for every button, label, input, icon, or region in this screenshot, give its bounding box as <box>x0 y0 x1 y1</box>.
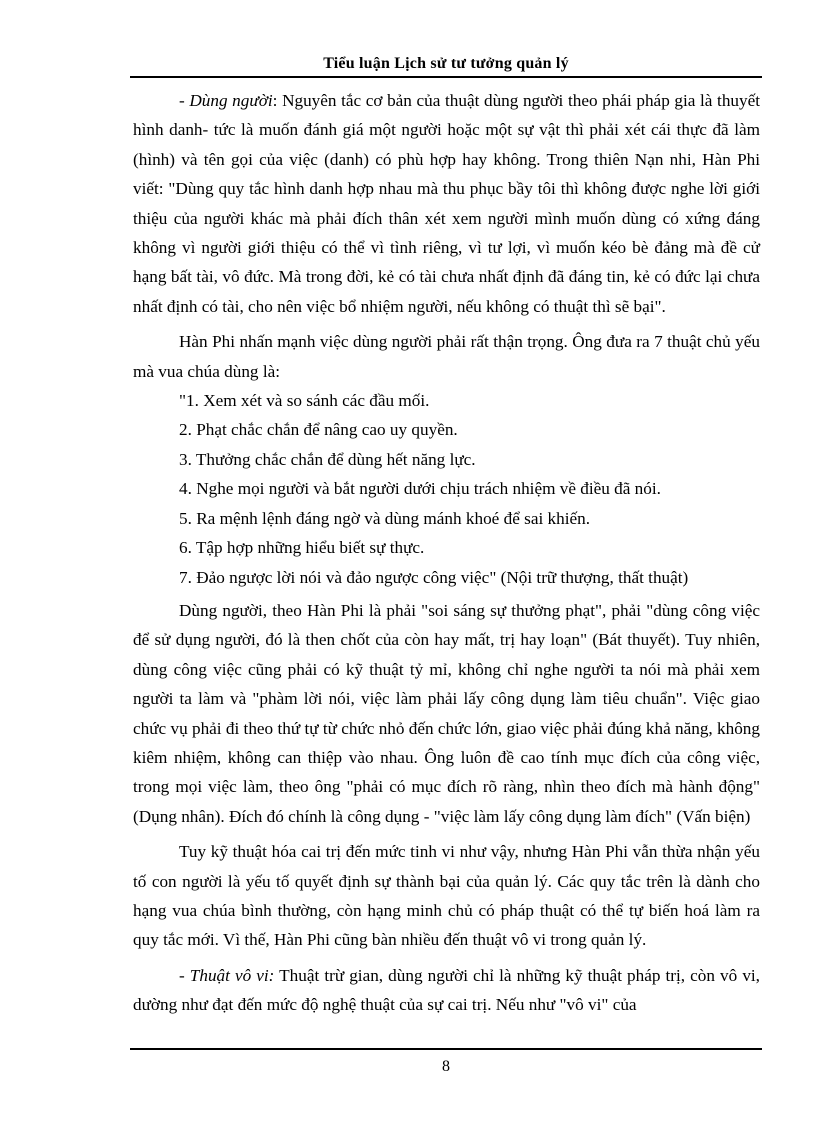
paragraph-lead-italic: - Dùng người <box>179 91 273 110</box>
list-item: 3. Thưởng chắc chắn để dùng hết năng lực. <box>179 449 476 469</box>
header-rule <box>130 76 762 78</box>
list-item: "1. Xem xét và so sánh các đầu mối. <box>179 391 430 411</box>
paragraph-thuong-phat: Dùng người, theo Hàn Phi là phải "soi sáng sự thưởng phạt", phải "dùng công việc để sử dụng người, đó là then chốt của còn hay mất, trị hay loạn" (Bát thuyết). Tuy nhiên, dùng công việc cũng phải có kỹ thuật tỷ mỉ, không chỉ nghe người ta nói mà phải xem người ta làm và "phàm lời nói, việc làm phải lấy công dụng làm tiêu chuẩn". Việc giao chức vụ phải đi theo thứ tự từ chức nhỏ đến chức lớn, giao việc phải đúng khả năng, không kiêm nhiệm, không can thiệp vào nhau. Ông luôn đề cao tính mục đích của công việc, trong mọi việc làm, theo ông "phải có mục đích rõ ràng, nhìn theo đích mà hành động" (Dụng nhân). Đích đó chính là công dụng - "việc làm lấy công dụng làm đích" (Vấn biện) <box>133 600 760 826</box>
paragraph-lead-italic: - Thuật vô vi: <box>179 965 275 985</box>
list-item: 5. Ra mệnh lệnh đáng ngờ và dùng mánh khoé để sai khiến. <box>179 508 590 528</box>
list-item: 4. Nghe mọi người và bắt người dưới chịu trách nhiệm về điều đã nói. <box>179 479 661 499</box>
list-item: 6. Tập hợp những hiểu biết sự thực. <box>179 538 425 558</box>
paragraph-intro-list: Hàn Phi nhấn mạnh việc dùng người phải rất thận trọng. Ông đưa ra 7 thuật chủ yếu mà vua chúa dùng là: <box>133 332 760 381</box>
paragraph-vo-vi <box>133 961 760 1020</box>
page-number: 8 <box>442 1058 450 1075</box>
page-header-title: Tiểu luận Lịch sử tư tưởng quản lý <box>323 55 569 72</box>
paragraph-text: : Nguyên tắc cơ bản của thuật dùng người theo phái pháp gia là thuyết hình danh- tức là muốn đánh giá một người hoặc một sự vật thì phải xét cái thực đã làm (hình) và tên gọi của việc (danh) có phù hợp hay không. Trong thiên Nạn nhi, Hàn Phi viết: "Dùng quy tắc hình danh hợp nhau mà thu phục bầy tôi thì không được nghe lời giới thiệu của người khác mà phải đích thân xét xem người mình muốn dùng có xứng đáng không vì người giới thiệu có thể vì tình riêng, vì tư lợi, vì muốn kéo bè đảng mà đề cử hạng bất tài, vô đức. Mà trong đời, kẻ có tài chưa nhất định đã đáng tin, kẻ có đức lại chưa nhất định có tài, cho nên việc bổ nhiệm người, nếu không có thuật thì sẽ bại". <box>133 91 760 316</box>
list-item: 7. Đảo ngược lời nói và đảo ngược công việc" (Nội trữ thượng, thất thuật) <box>179 567 689 587</box>
paragraph-dung-nguoi <box>133 86 760 321</box>
document-body <box>133 86 760 1020</box>
footer-rule <box>130 1048 762 1050</box>
paragraph-text: Thuật trừ gian, dùng người chỉ là những kỹ thuật pháp trị, còn vô vi, dường như đạt đến mức độ nghệ thuật của sự cai trị. Nếu như "vô vi" của <box>133 965 760 1015</box>
paragraph-ky-thuat: Tuy kỹ thuật hóa cai trị đến mức tinh vi như vậy, nhưng Hàn Phi vẫn thừa nhận yếu tố con người là yếu tố quyết định sự thành bại của quản lý. Các quy tắc trên là dành cho hạng vua chúa bình thường, còn hạng minh chủ có pháp thuật có thể tự biến hoá làm ra quy tắc mới. Vì thế, Hàn Phi cũng bàn nhiều đến thuật vô vi trong quản lý. <box>133 842 760 950</box>
list-item: 2. Phạt chắc chắn để nâng cao uy quyền. <box>179 420 458 440</box>
